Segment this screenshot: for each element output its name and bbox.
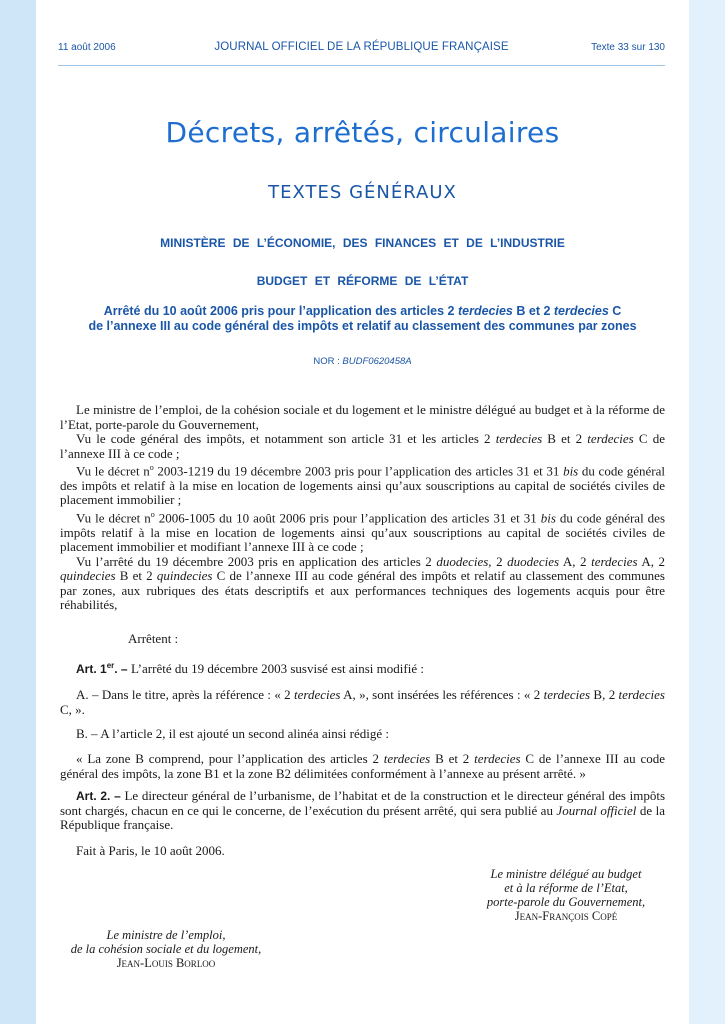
article-1-quote: « La zone B comprend, pour l’application des articles 2 terdecies B et 2 terdecies C de l’annexe III au code général des impôts, la zone B1 et la zone B2 délimitées conformément à l’annexe au présent arrêté. » bbox=[60, 751, 665, 781]
visa-paragraph: Vu l’arrêté du 19 décembre 2003 pris en application des articles 2 duodecies, 2 duodecies A, 2 terdecies A, 2 quindecies B et 2 quindecies C de l’annexe III au code général des impôts et relatif au classement des communes par zones, aux rubriques des états descriptifs et aux performances techniques des logements acquis pour être réhabilités, bbox=[60, 553, 666, 613]
header-journal-title: JOURNAL OFFICIEL DE LA RÉPUBLIQUE FRANÇAISE bbox=[214, 41, 509, 53]
document-page bbox=[36, 0, 689, 1024]
article-1-point-b: B. – A l’article 2, il est ajouté un second alinéa ainsi rédigé : bbox=[76, 726, 389, 741]
place-and-date: Fait à Paris, le 10 août 2006. bbox=[76, 843, 225, 858]
visa-paragraph: Vu le code général des impôts, et notamment son article 31 et les articles 2 terdecies B et 2 terdecies C de l’annexe III à ce code ; bbox=[60, 431, 665, 461]
arretent: Arrêtent : bbox=[128, 631, 179, 646]
header-date: 11 août 2006 bbox=[58, 42, 116, 53]
decree-title-line-2: de l’annexe III au code général des impôts et relatif au classement des communes par zones bbox=[88, 319, 637, 333]
article-1: Art. 1er. – L’arrêté du 19 décembre 2003 susvisé est ainsi modifié : bbox=[76, 661, 424, 676]
sub-ministry-heading: BUDGET ET RÉFORME DE L’ÉTAT bbox=[256, 274, 469, 288]
decree-title bbox=[36, 304, 689, 334]
nor-reference: NOR : BUDF0620458A bbox=[313, 356, 412, 367]
signature-employment-minister: Le ministre de l’emploi, de la cohésion sociale et du logement, Jean-Louis Borloo bbox=[56, 928, 276, 970]
signatory-name: Jean-Louis Borloo bbox=[116, 956, 216, 970]
article-1-point-a: A. – Dans le titre, après la référence : « 2 terdecies A, », sont insérées les références : « 2 terdecies B, 2 terdecies C, ». bbox=[60, 687, 665, 717]
right-margin-band bbox=[689, 0, 725, 1024]
visa-paragraph: Vu le décret $n^o$ 2006-1005 du 10 août 2006 pris pour l’application des articles 31 et 31 bis du code général des impôts relatif à la mise en location de logements ainsi qu’aux souscriptions au capital de sociétés civiles de placement immobilier et modifiant l’annexe III à ce code ; bbox=[60, 509, 666, 555]
signatory-name: Jean-François Copé bbox=[514, 909, 618, 923]
article-2: Art. 2. – Le directeur général de l’urbanisme, de l’habitat et de la construction et le directeur général des impôts sont chargés, chacun en ce qui le concerne, de l’exécution du présent arrêté, qui sera publié au Journal officiel de la République française. bbox=[60, 788, 666, 832]
rubric-title: Décrets, arrêtés, circulaires bbox=[165, 116, 560, 149]
header-rule bbox=[58, 65, 665, 66]
signature-budget-minister: Le ministre délégué au budget et à la réforme de l’Etat, porte-parole du Gouvernement, Jean-François Copé bbox=[466, 867, 666, 923]
visa-paragraph: Le ministre de l’emploi, de la cohésion sociale et du logement et le ministre délégué au budget et à la réforme de l’Etat, porte-parole du Gouvernement, bbox=[60, 402, 665, 432]
running-header bbox=[58, 42, 665, 58]
header-text-ref: Texte 33 sur 130 bbox=[591, 42, 665, 53]
left-margin-band bbox=[0, 0, 36, 1024]
visas-block bbox=[60, 403, 665, 613]
visa-paragraph: Vu le décret $n^o$ 2003-1219 du 19 décembre 2003 pris pour l’application des articles 31 et 31 bis du code général des impôts et relatif à la mise en location de logements ainsi qu’aux souscriptions au capital de sociétés civiles de placement immobilier ; bbox=[60, 463, 665, 508]
ministry-heading: MINISTÈRE DE L’ÉCONOMIE, DES FINANCES ET DE L’INDUSTRIE bbox=[160, 236, 565, 250]
section-title: TEXTES GÉNÉRAUX bbox=[268, 182, 457, 203]
decree-title-line-1: Arrêté du 10 août 2006 pris pour l’application des articles 2 terdecies B et 2 terdecies C bbox=[103, 304, 622, 318]
